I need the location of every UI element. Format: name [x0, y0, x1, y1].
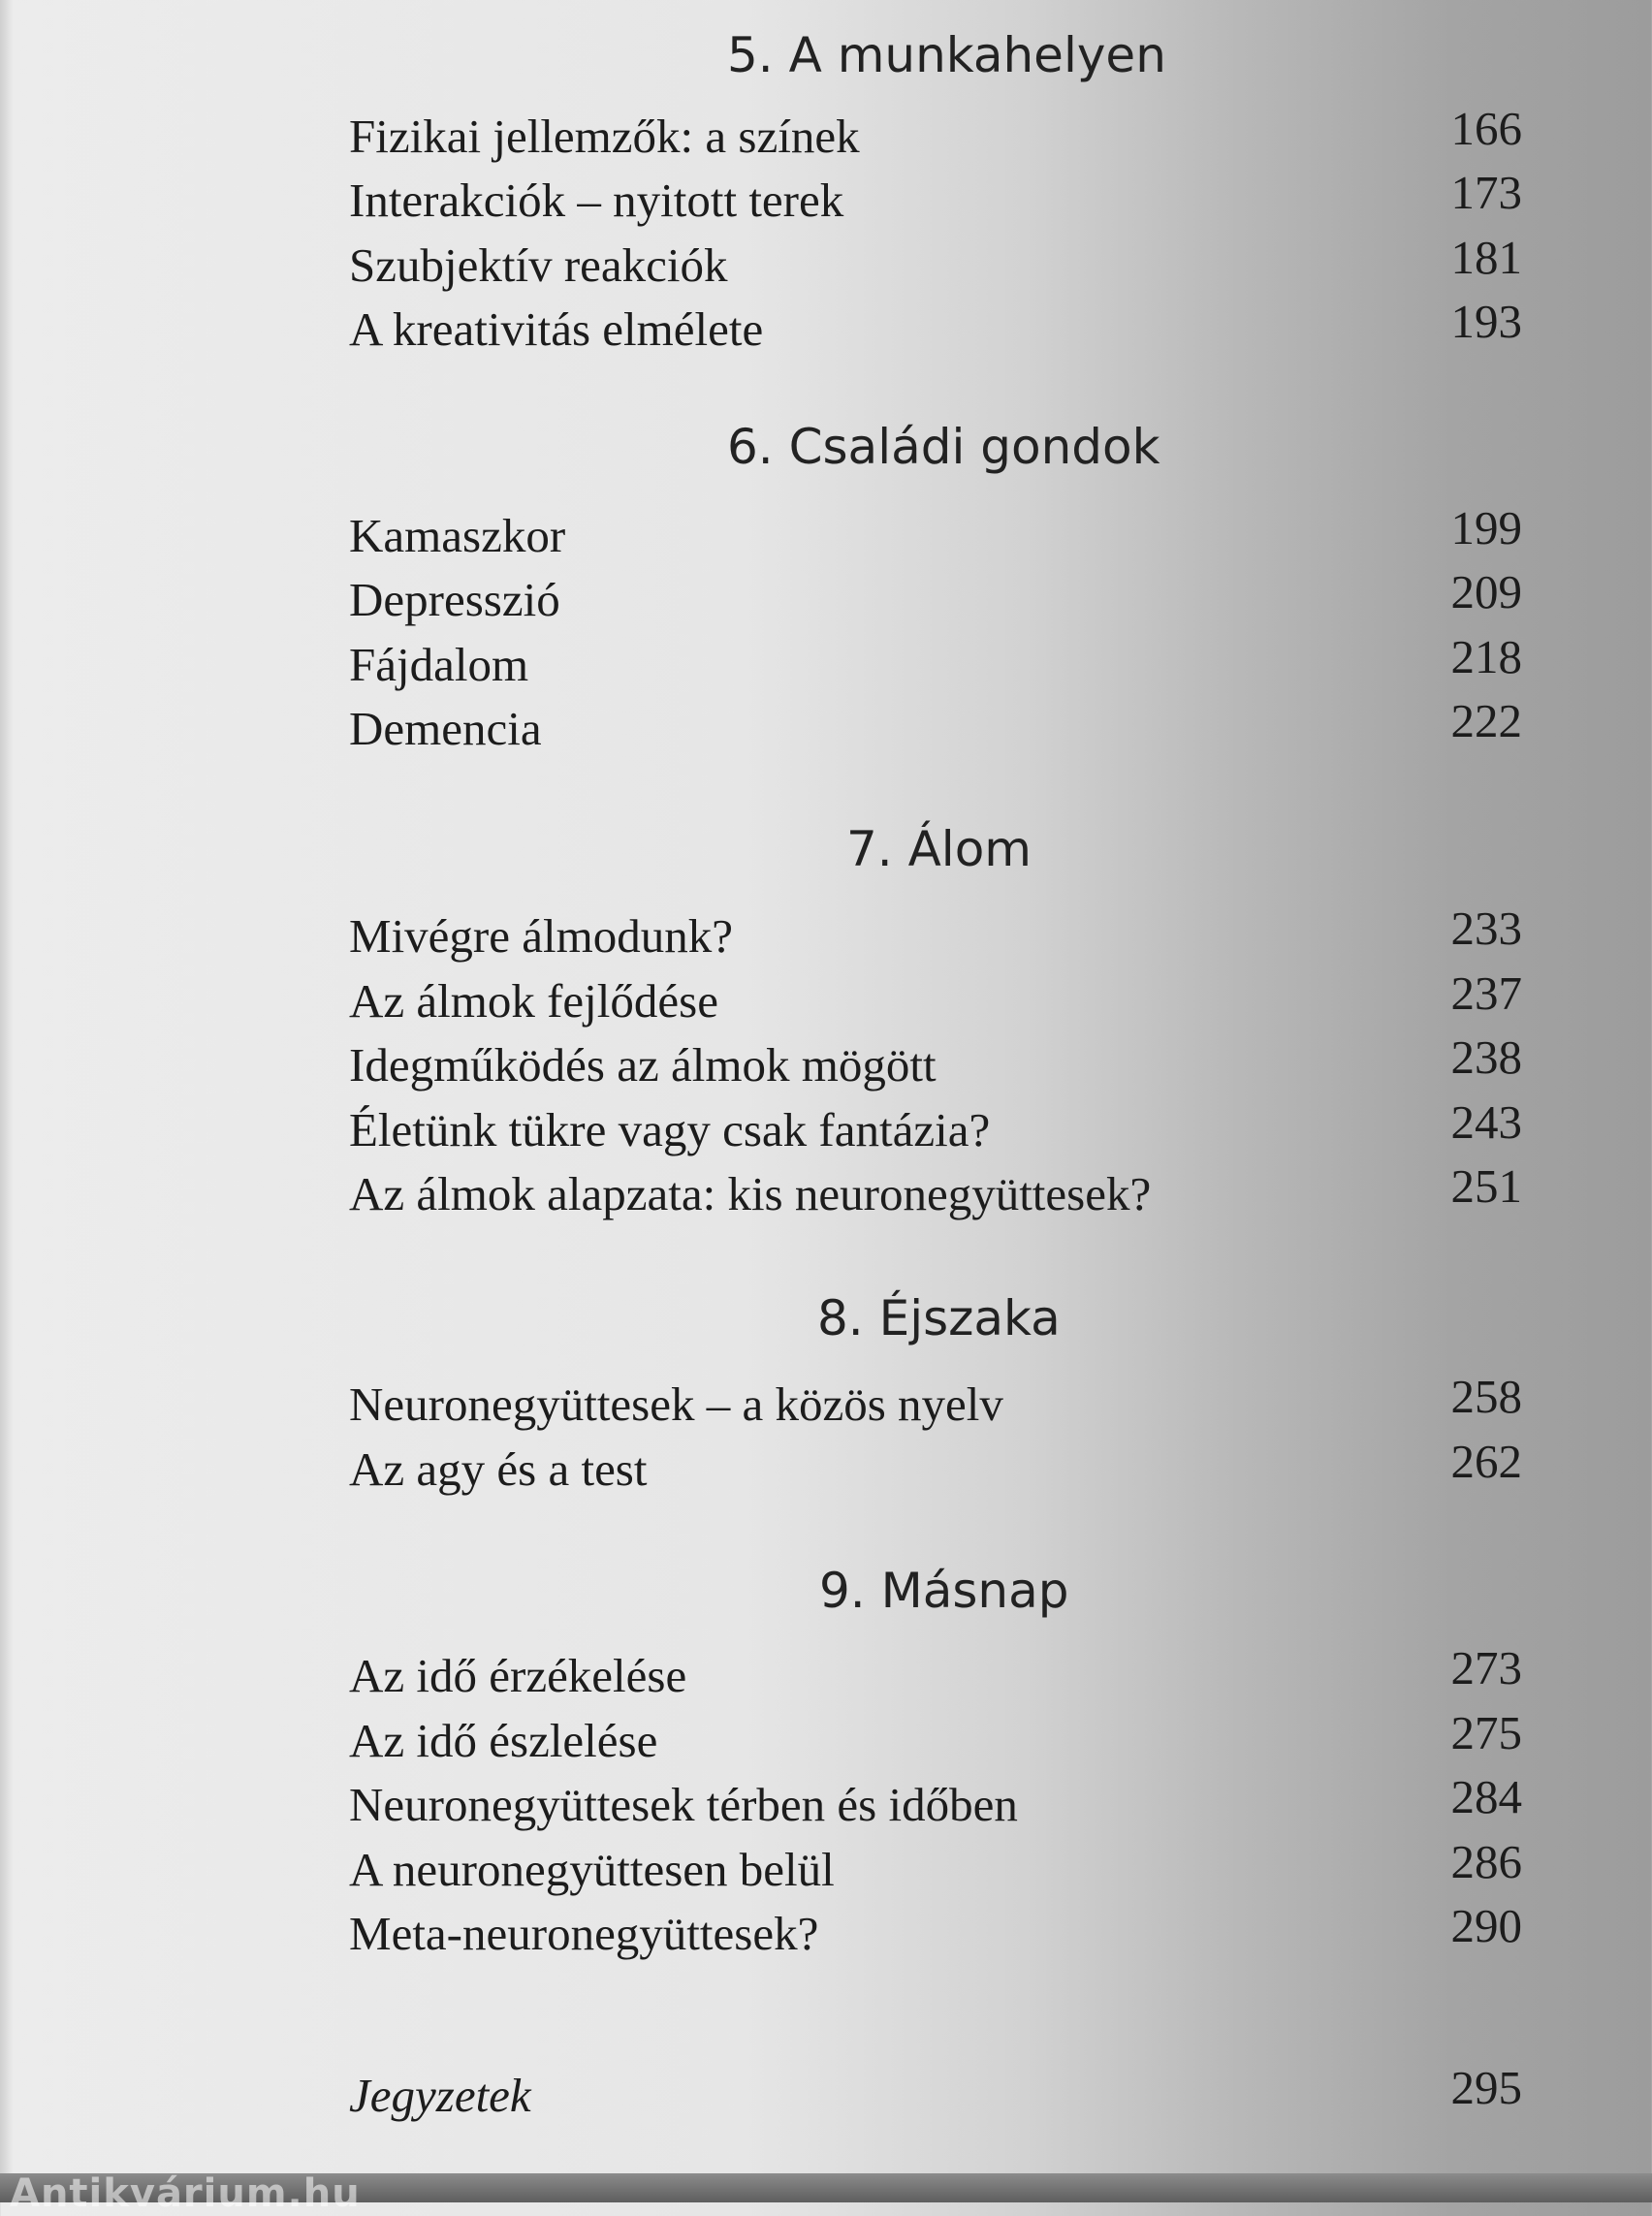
- entry-page-number: 173: [1450, 166, 1522, 219]
- entry-page-number: 222: [1450, 694, 1522, 747]
- toc-entry-notes: [349, 2061, 1522, 2126]
- section-title-7: 7. Álom: [846, 821, 1032, 877]
- toc-entry: [349, 1706, 1522, 1771]
- entry-label: Az idő érzékelése: [349, 1649, 687, 1702]
- toc-entry: [349, 1370, 1522, 1435]
- toc-entry: [349, 1159, 1522, 1224]
- entry-label: Fizikai jellemzők: a színek: [349, 110, 860, 163]
- entry-label: Mivégre álmodunk?: [349, 909, 733, 963]
- entry-page-number: 237: [1450, 966, 1522, 1020]
- entry-label: Demencia: [349, 702, 542, 755]
- entry-label: Szubjektív reakciók: [349, 238, 728, 292]
- entry-page-number: 218: [1450, 630, 1522, 683]
- section-title-6: 6. Családi gondok: [727, 419, 1160, 475]
- toc-entry: [349, 565, 1522, 630]
- toc-entry: [349, 1435, 1522, 1500]
- entry-page-number: 233: [1450, 902, 1522, 955]
- entry-label: Az álmok fejlődése: [349, 974, 718, 1028]
- entry-label: Az idő észlelése: [349, 1714, 658, 1767]
- section-title-8: 8. Éjszaka: [817, 1290, 1061, 1346]
- entry-label: Fájdalom: [349, 638, 529, 691]
- entry-label: Meta-neuronegyüttesek?: [349, 1907, 819, 1960]
- notes-page-number: 295: [1450, 2061, 1522, 2114]
- toc-entry: [349, 295, 1522, 360]
- entry-label: Az agy és a test: [349, 1442, 648, 1496]
- notes-label: Jegyzetek: [349, 2069, 531, 2122]
- entry-page-number: 284: [1450, 1770, 1522, 1823]
- entry-label: Interakciók – nyitott terek: [349, 174, 844, 227]
- entry-page-number: 275: [1450, 1706, 1522, 1759]
- entry-label: Az álmok alapzata: kis neuronegyüttesek?: [349, 1167, 1152, 1220]
- entry-label: A kreativitás elmélete: [349, 302, 764, 356]
- entry-page-number: 199: [1450, 501, 1522, 554]
- entry-page-number: 251: [1450, 1159, 1522, 1213]
- entry-label: Idegműködés az álmok mögött: [349, 1038, 937, 1092]
- toc-entry: [349, 1641, 1522, 1706]
- toc-entry: [349, 231, 1522, 296]
- toc-entry: [349, 1835, 1522, 1900]
- toc-entry: [349, 694, 1522, 759]
- toc-entry: [349, 630, 1522, 695]
- toc-entry: [349, 1770, 1522, 1835]
- page-edge: [0, 0, 14, 2202]
- toc-entry: [349, 1030, 1522, 1095]
- entry-page-number: 290: [1450, 1899, 1522, 1952]
- toc-entry: [349, 102, 1522, 167]
- entry-label: Kamaszkor: [349, 509, 566, 562]
- toc-entry: [349, 1095, 1522, 1160]
- entry-page-number: 273: [1450, 1641, 1522, 1694]
- entry-page-number: 286: [1450, 1835, 1522, 1888]
- entry-label: Neuronegyüttesek térben és időben: [349, 1778, 1018, 1831]
- watermark: Antikvárium.hu: [10, 2171, 361, 2216]
- entry-page-number: 181: [1450, 231, 1522, 284]
- entry-page-number: 238: [1450, 1030, 1522, 1084]
- entry-page-number: 262: [1450, 1435, 1522, 1488]
- section-title-5: 5. A munkahelyen: [727, 27, 1166, 83]
- entry-page-number: 209: [1450, 565, 1522, 618]
- entry-page-number: 258: [1450, 1370, 1522, 1423]
- entry-label: A neuronegyüttesen belül: [349, 1843, 835, 1896]
- entry-page-number: 193: [1450, 295, 1522, 348]
- entry-label: Neuronegyüttesek – a közös nyelv: [349, 1377, 1003, 1431]
- entry-label: Életünk tükre vagy csak fantázia?: [349, 1103, 991, 1156]
- entry-page-number: 166: [1450, 102, 1522, 155]
- toc-entry: [349, 966, 1522, 1031]
- toc-entry: [349, 902, 1522, 966]
- toc-entry: [349, 1899, 1522, 1964]
- toc-entry: [349, 166, 1522, 231]
- entry-page-number: 243: [1450, 1095, 1522, 1149]
- section-title-9: 9. Másnap: [819, 1563, 1069, 1619]
- toc-entry: [349, 501, 1522, 566]
- entry-label: Depresszió: [349, 573, 560, 626]
